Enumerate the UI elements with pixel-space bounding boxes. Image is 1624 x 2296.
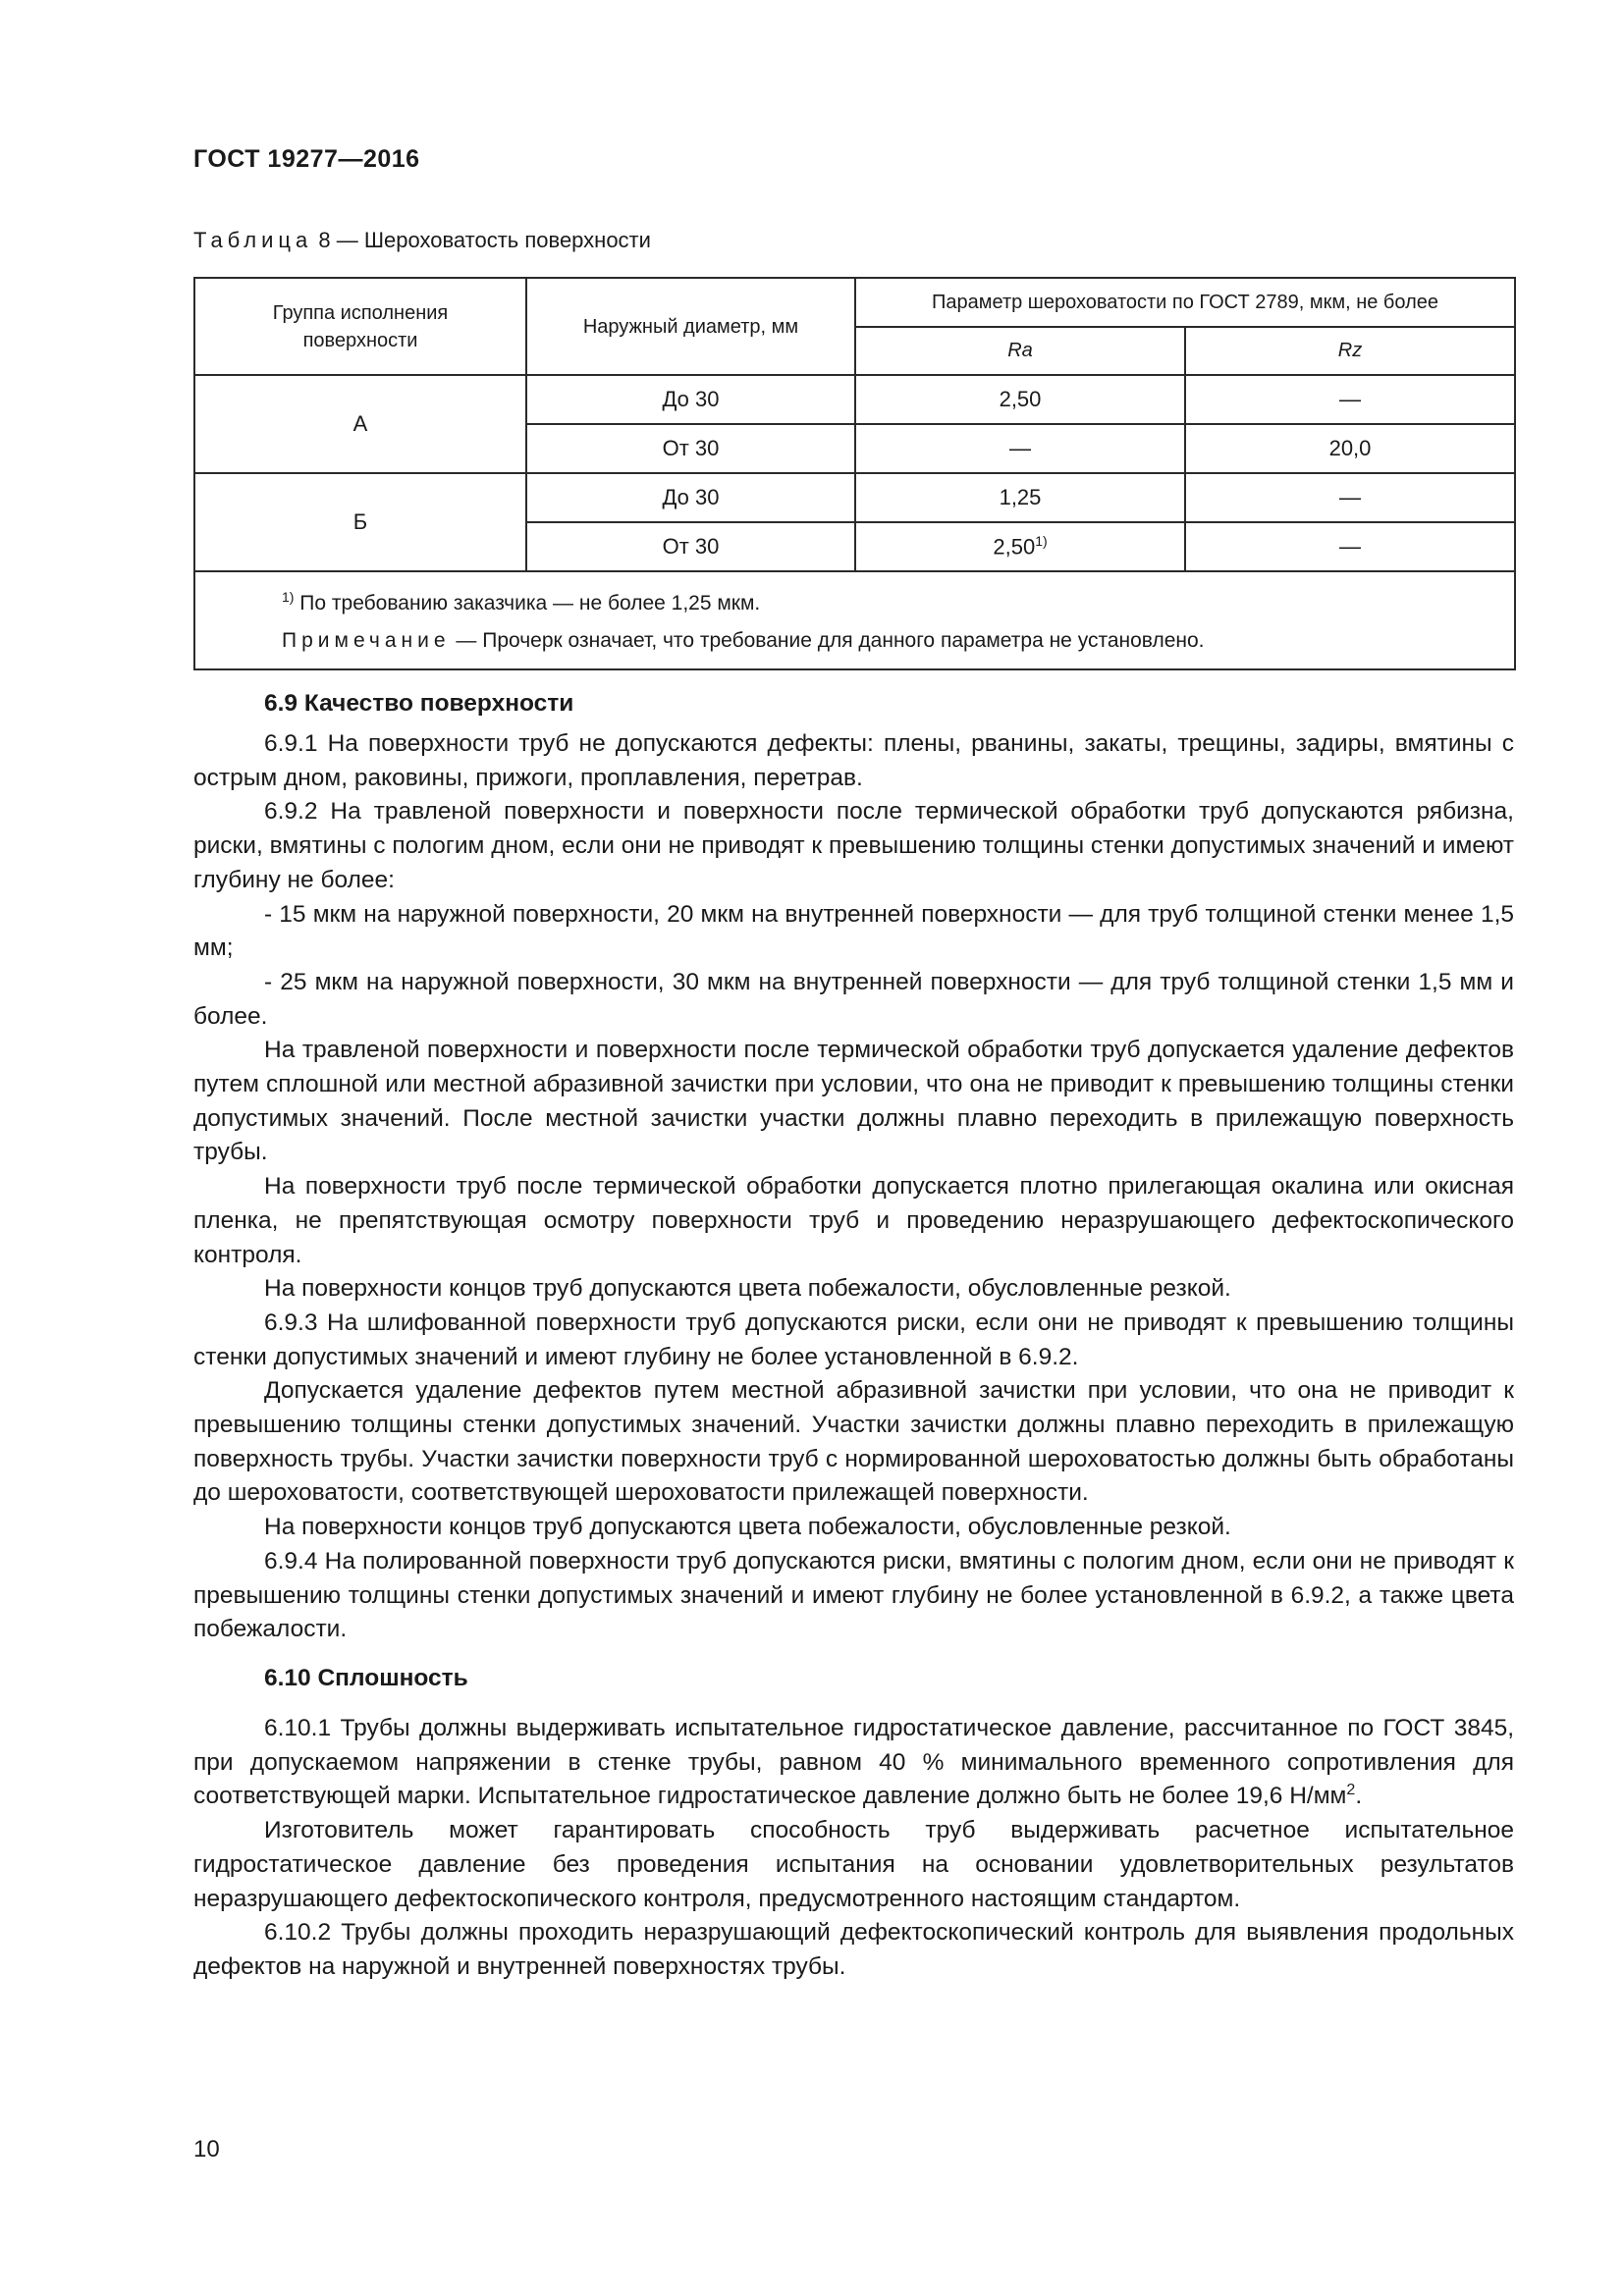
document-header: ГОСТ 19277—2016 <box>193 145 420 173</box>
diameter-cell: До 30 <box>526 375 855 424</box>
rz-cell: — <box>1185 473 1515 522</box>
ra-cell: — <box>855 424 1185 473</box>
table-note <box>282 621 1514 668</box>
header-ra: Ra <box>855 327 1185 375</box>
paragraph: 6.9.2 На травленой поверхности и поверхности после термической обработки труб допускаются рябизна, риски, вмятины с пологим дном, если они не приводят к превышению толщины стенки допустимых значений и имеют глубину не более: <box>193 798 1514 893</box>
roughness-table <box>193 277 1516 670</box>
table-footnote <box>282 572 1514 621</box>
paragraph: На поверхности концов труб допускаются цвета побежалости, обусловленные резкой. <box>264 1514 1231 1541</box>
superscript: 2 <box>1346 1782 1356 1799</box>
paragraph: 6.9.4 На полированной поверхности труб допускаются риски, вмятины с пологим дном, если они не приводят к превышению толщины стенки допустимых значений и имеют глубину не более установленной в 6.9.2, а также цвета побежалости. <box>193 1547 1514 1643</box>
header-roughness-param: Параметр шероховатости по ГОСТ 2789, мкм, не более <box>855 278 1515 327</box>
footnote-text: По требованию заказчика — не более 1,25 мкм. <box>294 592 761 614</box>
list-item: - 15 мкм на наружной поверхности, 20 мкм на внутренней поверхности — для труб толщиной стенки менее 1,5 мм; <box>193 900 1514 962</box>
header-rz: Rz <box>1185 327 1515 375</box>
ra-cell: 2,50 <box>855 375 1185 424</box>
table-caption-label: Таблица <box>193 228 313 252</box>
group-cell: Б <box>194 473 526 571</box>
rz-cell: — <box>1185 522 1515 571</box>
paragraph-end: . <box>1355 1783 1363 1810</box>
table-caption <box>193 228 651 253</box>
ra-value: 2,50 <box>993 534 1036 560</box>
paragraph: 6.10.2 Трубы должны проходить неразрушающий дефектоскопический контроль для выявления продольных дефектов на наружной и внутренней поверхностях трубы. <box>193 1919 1514 1980</box>
paragraph: На поверхности концов труб допускаются цвета побежалости, обусловленные резкой. <box>264 1275 1231 1303</box>
paragraph: 6.9.3 На шлифованной поверхности труб допускаются риски, если они не приводят к превышению толщины стенки допустимых значений и имеют глубину не более установленной в 6.9.2. <box>193 1308 1514 1370</box>
rz-cell: — <box>1185 375 1515 424</box>
page-number: 10 <box>193 2136 220 2163</box>
table-caption-text: 8 — Шероховатость поверхности <box>312 228 651 252</box>
ra-cell: 1,25 <box>855 473 1185 522</box>
paragraph: Допускается удаление дефектов путем местной абразивной зачистки при условии, что она не приводит к превышению толщины стенки допустимых значений. Участки зачистки должны плавно переходить в прилежащую поверхность трубы. Участки зачистки поверхности труб с нормированной шероховатостью должны быть обработаны до шероховатости, соответствующей шероховатости прилежащей поверхности. <box>193 1377 1514 1507</box>
paragraph: На поверхности труб после термической обработки допускается плотно прилегающая окалина или окисная пленка, не препятствующая осмотру поверхности труб и проведению неразрушающего дефектоскопического контроля. <box>193 1173 1514 1268</box>
section-heading-6-9: 6.9 Качество поверхности <box>264 690 574 717</box>
paragraph: 6.9.1 На поверхности труб не допускаются дефекты: плены, рванины, закаты, трещины, задиры, вмятины с острым дном, раковины, прижоги, проплавления, перетрав. <box>193 730 1514 791</box>
table-row <box>194 375 1515 424</box>
table-row <box>194 473 1515 522</box>
document-body <box>193 687 1514 1985</box>
table-footer <box>194 571 1515 669</box>
paragraph: Изготовитель может гарантировать способность труб выдерживать расчетное испытательное гидростатическое давление без проведения испытания на основании удовлетворительных результатов неразрушающего дефектоскопического контроля, предусмотренного настоящим стандартом. <box>193 1817 1514 1912</box>
header-group: Группа исполнения поверхности <box>194 278 526 375</box>
paragraph-text: 6.10.1 Трубы должны выдерживать испытательное гидростатическое давление, рассчитанное по ГОСТ 3845, при допускаемом напряжении в стенке трубы, равном 40 % минимального временного сопротивления для соответствующей марки. Испытательное гидростатическое давление должно быть не более 19,6 Н/мм <box>193 1714 1514 1810</box>
section-heading-6-10: 6.10 Сплошность <box>264 1664 468 1691</box>
paragraph <box>193 1712 1514 1814</box>
header-diameter: Наружный диаметр, мм <box>526 278 855 375</box>
rz-cell: 20,0 <box>1185 424 1515 473</box>
ra-cell <box>855 522 1185 571</box>
diameter-cell: От 30 <box>526 424 855 473</box>
group-cell: А <box>194 375 526 473</box>
diameter-cell: От 30 <box>526 522 855 571</box>
list-item: - 25 мкм на наружной поверхности, 30 мкм на внутренней поверхности — для труб толщиной стенки 1,5 мм и более. <box>193 968 1514 1030</box>
note-label: Примечание <box>282 629 451 652</box>
paragraph: На травленой поверхности и поверхности после термической обработки труб допускается удаление дефектов путем сплошной или местной абразивной зачистки при условии, что она не приводит к превышению толщины стенки допустимых значений. После местной зачистки участки должны плавно переходить в прилежащую поверхность трубы. <box>193 1037 1514 1166</box>
note-text: — Прочерк означает, что требование для данного параметра не установлено. <box>450 629 1205 652</box>
diameter-cell: До 30 <box>526 473 855 522</box>
footnote-ref: 1) <box>1035 533 1048 550</box>
footnote-mark: 1) <box>282 589 295 605</box>
